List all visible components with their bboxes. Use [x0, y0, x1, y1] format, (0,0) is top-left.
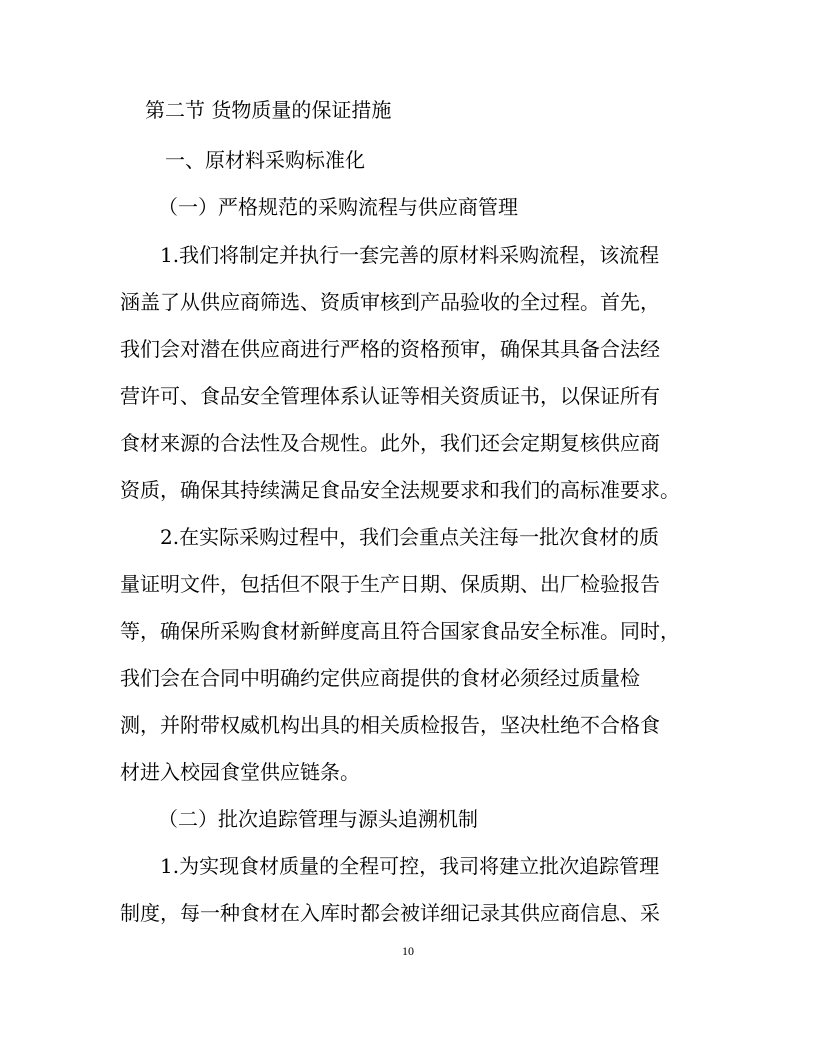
- paragraph-1-line-5: 食材来源的合法性及合规性。此外，我们还会定期复核供应商: [120, 431, 660, 455]
- paragraph-2-line-4: 我们会在合同中明确约定供应商提供的食材必须经过质量检: [120, 666, 640, 690]
- heading-raw-material-procurement: 一、原材料采购标准化: [165, 148, 365, 172]
- subheading-procurement-process: （一）严格规范的采购流程与供应商管理: [158, 195, 518, 219]
- subheading-batch-tracking: （二）批次追踪管理与源头追溯机制: [158, 807, 478, 831]
- paragraph-2-line-5: 测，并附带权威机构出具的相关质检报告，坚决杜绝不合格食: [120, 713, 660, 737]
- paragraph-1-line-3: 我们会对潜在供应商进行严格的资格预审，确保其具备合法经: [120, 337, 660, 361]
- paragraph-2-line-6: 材进入校园食堂供应链条。: [120, 760, 360, 784]
- paragraph-1-line-2: 涵盖了从供应商筛选、资质审核到产品验收的全过程。首先，: [120, 290, 660, 314]
- page-number: 10: [402, 944, 414, 958]
- paragraph-1-line-6: 资质，确保其持续满足食品安全法规要求和我们的高标准要求。: [120, 478, 680, 502]
- paragraph-1-line-4: 营许可、食品安全管理体系认证等相关资质证书，以保证所有: [120, 384, 660, 408]
- section-title: 第二节 货物质量的保证措施: [145, 98, 392, 122]
- paragraph-3-line-2: 制度，每一种食材在入库时都会被详细记录其供应商信息、采: [120, 901, 660, 925]
- paragraph-1-line-1: 1.我们将制定并执行一套完善的原材料采购流程，该流程: [160, 243, 660, 267]
- paragraph-2-line-3: 等，确保所采购食材新鲜度高且符合国家食品安全标准。同时，: [120, 619, 680, 643]
- paragraph-2-line-2: 量证明文件，包括但不限于生产日期、保质期、出厂检验报告: [120, 572, 660, 596]
- paragraph-2-line-1: 2.在实际采购过程中，我们会重点关注每一批次食材的质: [160, 525, 660, 549]
- paragraph-3-line-1: 1.为实现食材质量的全程可控，我司将建立批次追踪管理: [160, 854, 660, 878]
